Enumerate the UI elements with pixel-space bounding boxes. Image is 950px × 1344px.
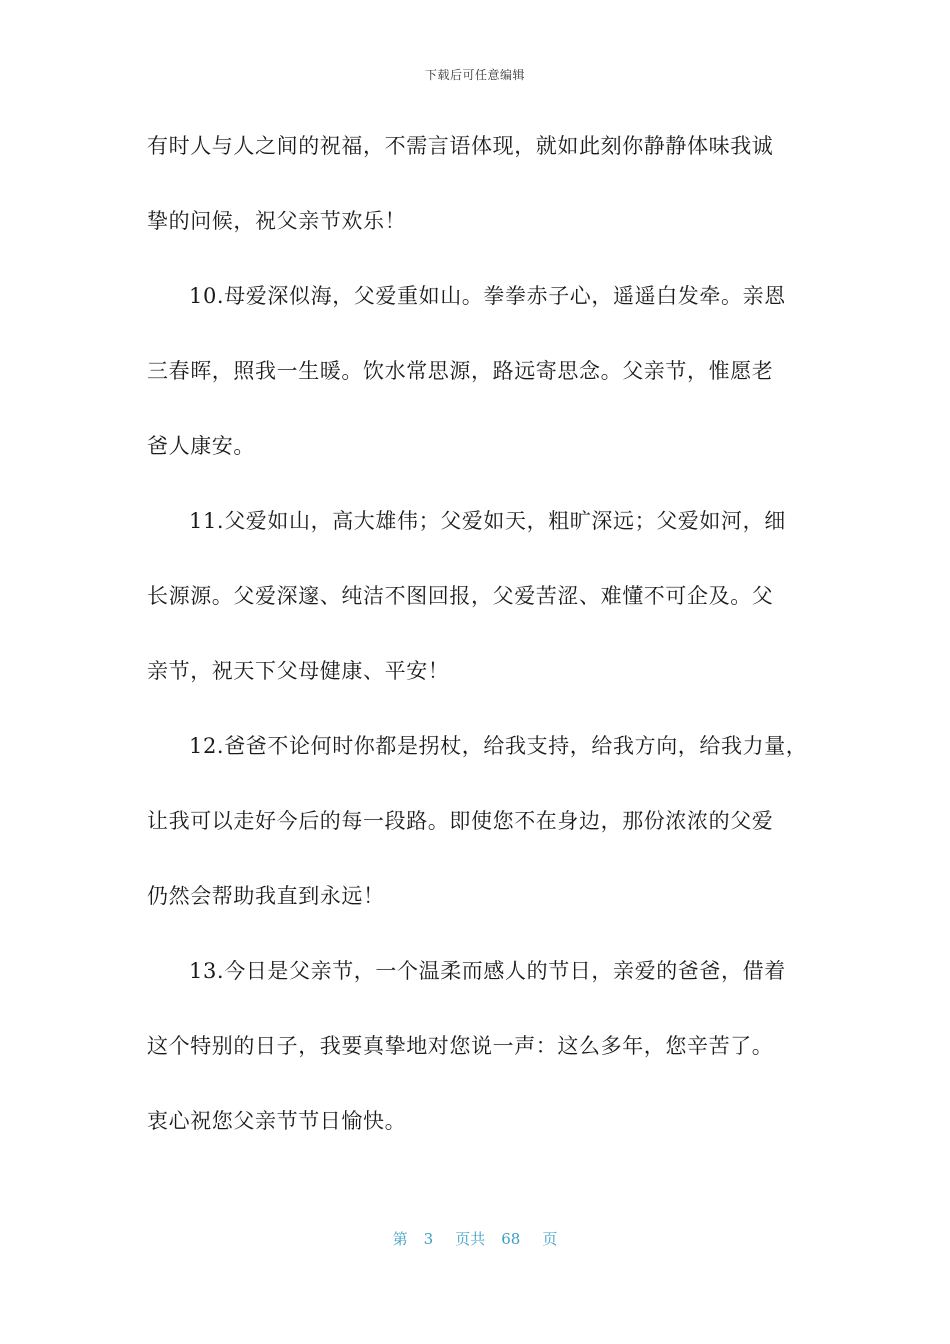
text-line-paragraph-start: 11.父爱如山，高大雄伟；父爱如天，粗旷深远；父爱如河，细 — [189, 509, 786, 533]
text-line: 衷心祝您父亲节节日愉快。 — [147, 1109, 407, 1133]
total-suffix: 页 — [542, 1230, 558, 1248]
text-line: 仍然会帮助我直到永远！ — [147, 884, 385, 908]
text-line-paragraph-start: 10.母爱深似海，父爱重如山。拳拳赤子心，遥遥白发牵。亲恩 — [189, 284, 786, 308]
text-line: 这个特别的日子，我要真挚地对您说一声：这么多年，您辛苦了。 — [147, 1034, 774, 1058]
page-footer — [0, 1228, 950, 1249]
page-prefix: 第 — [392, 1230, 408, 1248]
text-line: 让我可以走好今后的每一段路。即使您不在身边，那份浓浓的父爱 — [147, 809, 774, 833]
text-line: 爸人康安。 — [147, 434, 255, 458]
text-line: 有时人与人之间的祝福，不需言语体现，就如此刻你静静体味我诚 — [147, 134, 774, 158]
page-suffix: 页共 — [455, 1230, 486, 1248]
text-line: 长源源。父爱深邃、纯洁不图回报，父爱苦涩、难懂不可企及。父 — [147, 584, 774, 608]
page-header: 下载后可任意编辑 — [424, 68, 525, 82]
text-line: 挚的问候，祝父亲节欢乐！ — [147, 209, 407, 233]
text-line: 三春晖，照我一生暖。饮水常思源，路远寄思念。父亲节，惟愿老 — [147, 359, 774, 383]
text-line: 亲节，祝天下父母健康、平安！ — [147, 659, 450, 683]
document-body — [147, 122, 827, 1172]
page-number: 3 — [423, 1230, 434, 1248]
total-pages: 68 — [501, 1230, 521, 1248]
text-line-paragraph-start: 13.今日是父亲节，一个温柔而感人的节日，亲爱的爸爸，借着 — [189, 959, 786, 983]
text-line-paragraph-start: 12.爸爸不论何时你都是拐杖，给我支持，给我方向，给我力量， — [189, 734, 808, 758]
